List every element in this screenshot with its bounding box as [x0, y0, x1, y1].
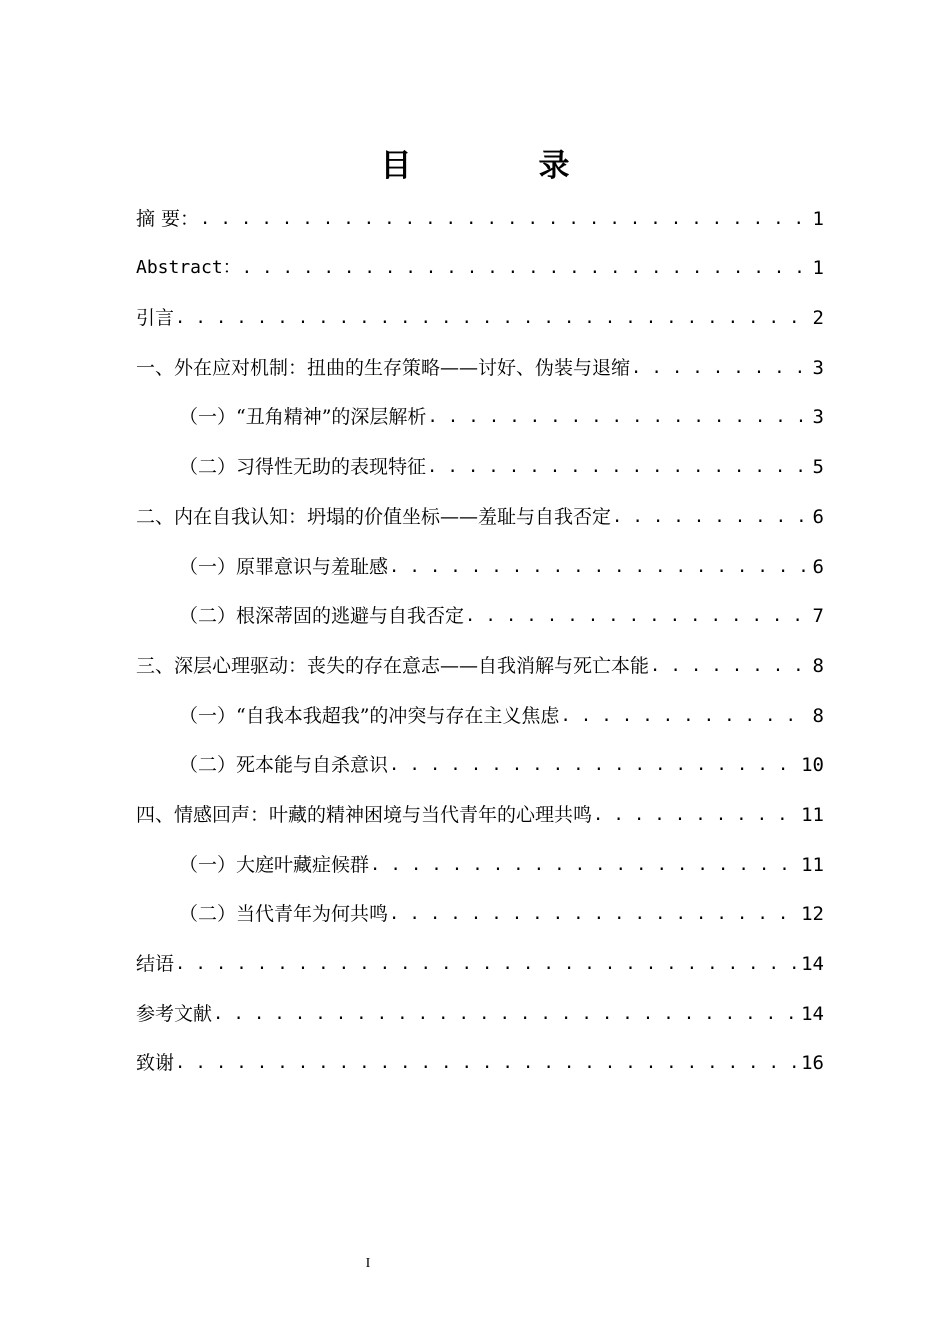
- toc-entry-text: （一）原罪意识与羞耻感: [179, 555, 389, 578]
- toc-leader-dots: [200, 207, 810, 231]
- toc-entry-page: 11: [801, 853, 824, 876]
- toc-leader-dots: [631, 356, 810, 380]
- toc-leader-dots: [175, 306, 810, 330]
- toc-entry-page: 8: [812, 654, 824, 677]
- toc-entry-text: 结语: [136, 953, 175, 975]
- toc-entry: [136, 342, 824, 392]
- toc-leader-dots: [560, 704, 809, 728]
- toc-entry-page: 14: [801, 953, 824, 975]
- toc-entry-page: 12: [801, 903, 824, 926]
- toc-entry-page: 6: [812, 505, 824, 528]
- toc-entry-text: （二）当代青年为何共鸣: [179, 903, 389, 926]
- toc-entry: [136, 789, 824, 839]
- toc-entry: [136, 541, 824, 591]
- toc-entry-page: 14: [801, 1002, 824, 1025]
- toc-entry-text: （一）“丑角精神”的深层解析: [179, 406, 427, 429]
- toc-entry: [136, 491, 824, 541]
- toc-entry-text: 引言: [136, 307, 175, 330]
- toc-entry-text: 四、情感回声：叶藏的精神困境与当代青年的心理共鸣: [136, 803, 593, 826]
- toc-leader-dots: [242, 256, 810, 280]
- toc-entry-page: 11: [801, 803, 824, 826]
- toc-leader-dots: [370, 853, 798, 877]
- toc-leader-dots: [427, 455, 810, 479]
- toc-entry-page: 1: [812, 207, 824, 230]
- toc-entry: [136, 839, 824, 889]
- toc-entry-text: 参考文献: [136, 1002, 213, 1025]
- toc-entry-page: 7: [812, 605, 824, 628]
- toc-entry: [136, 292, 824, 342]
- toc-entry: [136, 392, 824, 442]
- toc-title: 目 录: [380, 148, 618, 184]
- toc-entry: [136, 889, 824, 939]
- toc-entry-page: 3: [812, 406, 824, 429]
- toc-entry: [136, 193, 824, 243]
- toc-entry-text: 二、内在自我认知：坍塌的价值坐标——羞耻与自我否定: [136, 505, 612, 528]
- toc-entry: [136, 591, 824, 641]
- toc-entry: [136, 938, 824, 988]
- toc-entry-text: 一、外在应对机制：扭曲的生存策略——讨好、伪装与退缩: [136, 356, 631, 379]
- toc-entry-page: 8: [812, 704, 824, 727]
- toc-entry-text: （一）大庭叶藏症候群: [179, 853, 370, 876]
- toc-leader-dots: [175, 1051, 798, 1075]
- toc-entry-text: 致谢: [136, 1052, 175, 1075]
- toc-leader-dots: [389, 555, 810, 579]
- toc-entry-page: 3: [812, 356, 824, 379]
- toc-leader-dots: [650, 654, 810, 678]
- toc-leader-dots: [427, 405, 809, 429]
- toc-entry-page: 10: [801, 754, 824, 777]
- toc-entry-text: 摘 要：: [136, 207, 200, 230]
- toc-leader-dots: [389, 902, 798, 926]
- toc-entry: [136, 988, 824, 1038]
- toc-leader-dots: [213, 1002, 798, 1026]
- toc-entry-page: 5: [812, 456, 824, 479]
- toc-entry-text: 三、深层心理驱动：丧失的存在意志——自我消解与死亡本能: [136, 654, 650, 677]
- toc-entry: [136, 740, 824, 790]
- toc-entry-page: 1: [812, 257, 824, 280]
- toc-entry-text: Abstract：: [136, 257, 241, 279]
- toc-leader-dots: [389, 753, 798, 777]
- toc-entry-text: （二）根深蒂固的逃避与自我否定: [179, 605, 465, 628]
- toc-leader-dots: [175, 952, 798, 976]
- toc-leader-dots: [612, 505, 810, 529]
- toc-entry: [136, 243, 824, 293]
- toc-leader-dots: [593, 803, 798, 827]
- toc-entry-page: 16: [801, 1052, 824, 1075]
- toc-entry-text: （一）“自我本我超我”的冲突与存在主义焦虑: [179, 704, 560, 727]
- toc-entry-text: （二）死本能与自杀意识: [179, 754, 389, 777]
- toc-entry: [136, 1038, 824, 1088]
- page-number: I: [365, 1256, 371, 1271]
- toc-entry-page: 2: [812, 307, 824, 330]
- toc-leader-dots: [465, 604, 810, 628]
- toc-list: [136, 193, 824, 1087]
- toc-entry: [136, 441, 824, 491]
- toc-entry: [136, 640, 824, 690]
- toc-entry-text: （二）习得性无助的表现特征: [179, 456, 427, 479]
- toc-entry-page: 6: [812, 555, 824, 578]
- toc-entry: [136, 690, 824, 740]
